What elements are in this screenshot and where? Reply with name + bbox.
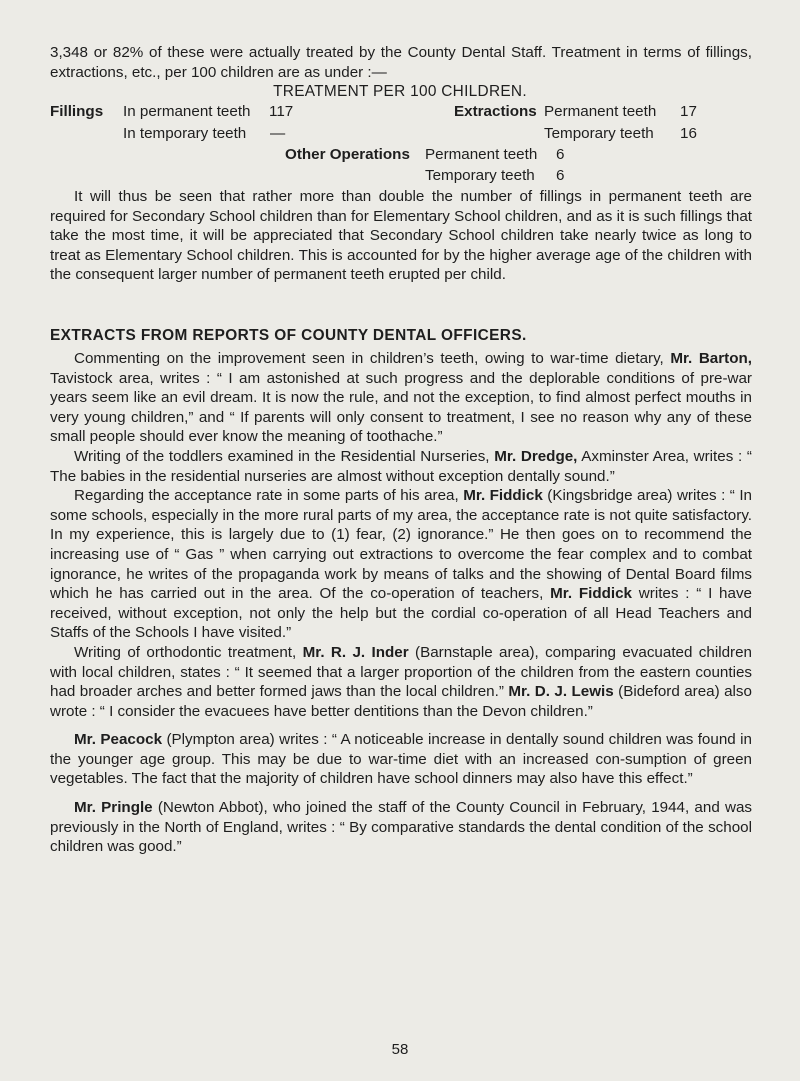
- other-temporary-label: Temporary teeth: [425, 167, 535, 184]
- fillings-label: Fillings: [50, 103, 104, 120]
- extract-inder-lewis: Writing of orthodontic treatment, Mr. R. J. Inder (Barnstaple area), comparing evacuated children with local children, states : “ It seemed that a larger proportion of the children from the eastern counties had broader arches and better formed jaws than the local children.” Mr. D. J. Lewis (Bideford area) also wrote : “ I consider the evacuees have better dentitions than the Devon children.”: [50, 643, 752, 720]
- extract-barton: Commenting on the improvement seen in children’s teeth, owing to war-time dietary, Mr. Barton, Tavistock area, writes : “ I am astonished at such progress and the deplorable conditions of pre-war years seem like an evil dream. It is now the rule, and not the exception, to find almost perfect mouths in very young children,” and “ If parents will only consent to treatment, I see no reason why any of these small people should ever know the meaning of toothache.”: [50, 350, 752, 446]
- intro-paragraph: 3,348 or 82% of these were actually treated by the County Dental Staff. Treatment in terms of fillings, extractions, etc., per 100 children are as under :—: [50, 44, 752, 81]
- other-permanent-label: Permanent teeth: [425, 146, 538, 163]
- extract-fiddick: Regarding the acceptance rate in some parts of his area, Mr. Fiddick (Kingsbridge area) writes : “ In some schools, especially in the more rural parts of my area, the acceptance rate is not quite satisfactory. In my experience, this is largely due to (1) fear, (2) ignorance.” He then goes on to recommend the increasing use of “ Gas ” when carrying out extractions to overcome the fear complex and to combat ignorance, he writes of the propaganda work by means of talks and the showing of Dental Board films which he has carried out in the area. Of the co-operation of teachers, Mr. Fiddick writes : “ I have received, without exception, not only the help but the cordial co-operation of all Head Teachers and Staffs of the Schools I have visited.”: [50, 487, 752, 642]
- other-temporary-value: 6: [556, 167, 565, 184]
- extract-dredge: Writing of the toddlers examined in the Residential Nurseries, Mr. Dredge, Axminster Area, writes : “ The babies in the residential nurseries are almost without exception dentally sound.”: [50, 447, 752, 485]
- fillings-temporary-label: In temporary teeth: [123, 125, 247, 142]
- extractions-label: Extractions: [454, 103, 537, 120]
- fillings-permanent-value: 117: [269, 103, 294, 120]
- other-permanent-value: 6: [556, 146, 565, 163]
- fillings-temporary-value: —: [270, 125, 286, 142]
- extract-pringle: Mr. Pringle (Newton Abbot), who joined the staff of the County Council in February, 1944, and was previously in the North of England, writes : “ By comparative standards the dental condition of the school children was good.”: [50, 799, 752, 856]
- fillings-permanent-label: In permanent teeth: [123, 103, 251, 120]
- other-operations-label: Other Operations: [285, 146, 410, 163]
- extractions-permanent-label: Permanent teeth: [544, 103, 657, 120]
- extracts-body: [50, 349, 752, 857]
- summary-paragraph: It will thus be seen that rather more than double the number of fillings in permanent teeth are required for Secondary School children than for Elementary School children, and as it is such fillings that take the most time, it will be appreciated that Secondary School children take nearly twice as long to treat as Elementary School children. This is accounted for by the higher average age of the children with the consequent larger number of permanent teeth erupted per child.: [50, 188, 752, 284]
- extractions-temporary-value: 16: [680, 125, 697, 142]
- treatment-table-heading: TREATMENT PER 100 CHILDREN.: [273, 83, 527, 100]
- extractions-permanent-value: 17: [680, 103, 697, 120]
- page-number: 58: [391, 1041, 409, 1058]
- section-heading: EXTRACTS FROM REPORTS OF COUNTY DENTAL OFFICERS.: [50, 327, 527, 344]
- extractions-temporary-label: Temporary teeth: [544, 125, 654, 142]
- extract-peacock: Mr. Peacock (Plympton area) writes : “ A noticeable increase in dentally sound children was found in the younger age group. This may be due to war-time diet with an increased con-sumption of green vegetables. The fact that the majority of children have school dinners may also have this effect.”: [50, 731, 752, 788]
